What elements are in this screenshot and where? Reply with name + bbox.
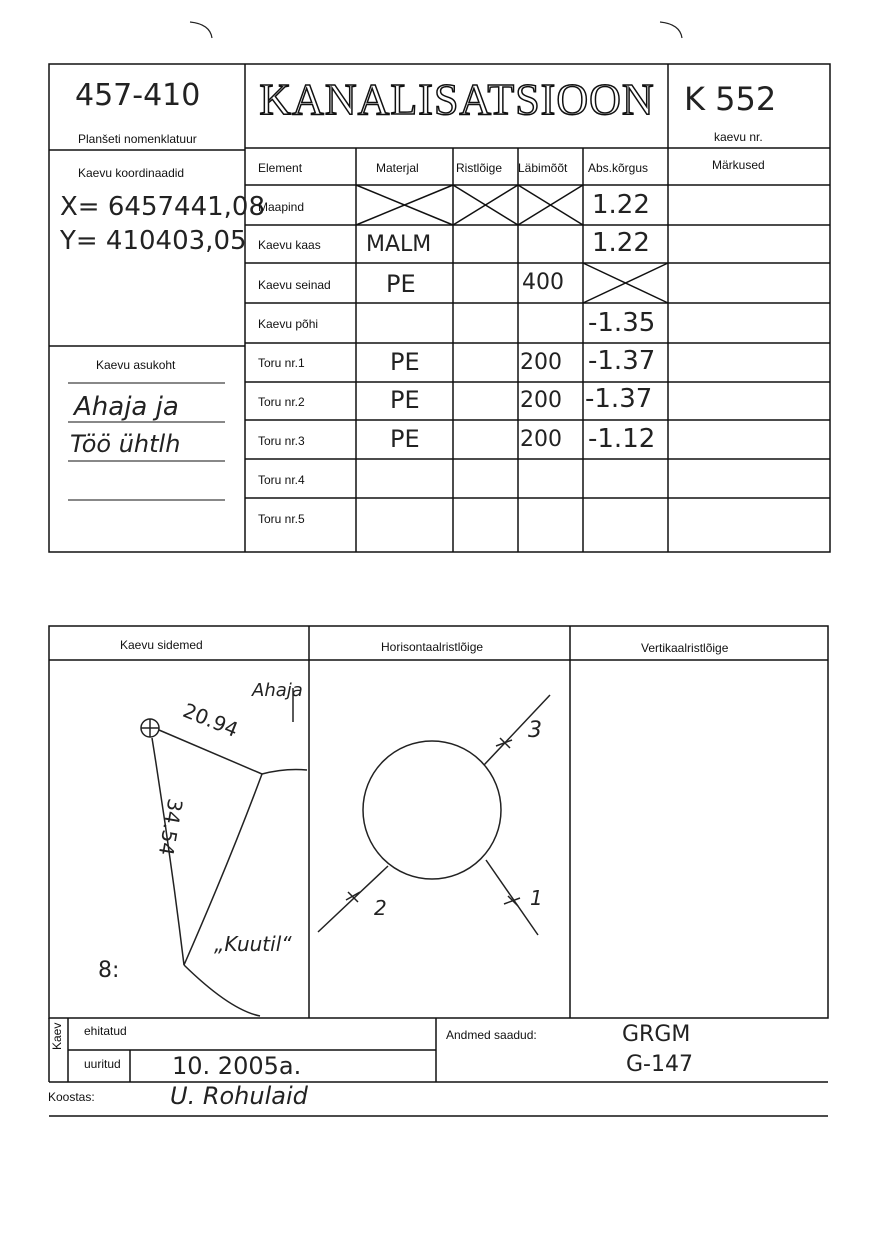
well-number-label: kaevu nr. <box>714 130 763 144</box>
coordinates-label: Kaevu koordinaadid <box>78 166 185 180</box>
col-header-section: Ristlõige <box>456 161 503 175</box>
plan-number-label: Planšeti nomenklatuur <box>78 132 197 146</box>
row-element: Kaevu põhi <box>258 317 319 331</box>
surveyed-value: 10. 2005a. <box>172 1052 302 1080</box>
cell-diameter: 400 <box>522 270 564 295</box>
cell-material: PE <box>390 425 420 453</box>
cell-height: -1.12 <box>588 424 656 454</box>
col-header-material: Materjal <box>376 161 419 175</box>
tie-distance-1: 20.94 <box>179 698 242 742</box>
cell-height: 1.22 <box>592 228 650 258</box>
north-label: 8: <box>98 958 120 983</box>
horizontal-section-label: Horisontaalristlõige <box>381 640 484 654</box>
horizontal-section-sketch <box>318 695 550 935</box>
row-element: Toru nr.2 <box>258 395 305 409</box>
cell-height: 1.22 <box>592 190 650 220</box>
row-element: Toru nr.1 <box>258 356 305 370</box>
row-element: Toru nr.4 <box>258 473 305 487</box>
author-label: Koostas: <box>48 1090 95 1104</box>
source-label: Andmed saadud: <box>446 1028 537 1042</box>
location-line-1: Ahaja ja <box>74 392 179 422</box>
pipe-3-label: 3 <box>528 718 542 743</box>
cell-diameter: 200 <box>520 388 562 413</box>
location-line-2: Töö ühtlh <box>70 430 181 458</box>
col-header-diameter: Läbimõõt <box>518 161 568 175</box>
row-element: Maapind <box>258 200 305 214</box>
plan-number: 457-410 <box>75 78 201 113</box>
page-title: KANALISATSIOON <box>259 75 655 124</box>
well-side-label: Kaev <box>50 1022 64 1050</box>
well-number: K 552 <box>684 80 777 118</box>
surveyed-label: uuritud <box>84 1057 121 1071</box>
cell-height: -1.37 <box>588 346 656 376</box>
row-element: Kaevu kaas <box>258 238 321 252</box>
col-header-notes: Märkused <box>712 158 765 172</box>
author-signature: U. Rohulaid <box>170 1082 308 1110</box>
pipe-1-label: 1 <box>530 886 543 910</box>
coordinate-x: X= 6457441,08 <box>60 192 266 222</box>
built-label: ehitatud <box>84 1024 127 1038</box>
cell-material: PE <box>390 348 420 376</box>
cell-material: PE <box>390 386 420 414</box>
row-element: Toru nr.3 <box>258 434 305 448</box>
source-value-2: G-147 <box>626 1052 693 1077</box>
cell-diameter: 200 <box>520 350 562 375</box>
pipe-2-label: 2 <box>374 896 387 920</box>
cell-material: MALM <box>366 232 432 257</box>
col-header-height: Abs.kõrgus <box>588 161 649 175</box>
cell-material: PE <box>386 270 416 298</box>
row-element: Toru nr.5 <box>258 512 305 526</box>
row-element: Kaevu seinad <box>258 278 331 292</box>
area-label: „Kuutil“ <box>214 932 292 956</box>
cell-diameter: 200 <box>520 427 562 452</box>
col-header-element: Element <box>258 161 303 175</box>
source-value-1: GRGM <box>622 1022 691 1047</box>
location-label: Kaevu asukoht <box>96 358 176 372</box>
street-label: Ahaja <box>252 680 303 701</box>
tie-distance-2: 34.54 <box>153 796 188 858</box>
vertical-section-label: Vertikaalristlõige <box>641 641 729 655</box>
cell-height: -1.37 <box>585 384 653 414</box>
cell-height: -1.35 <box>588 308 656 338</box>
coordinate-y: Y= 410403,05 <box>60 226 247 256</box>
ties-label: Kaevu sidemed <box>120 638 203 652</box>
